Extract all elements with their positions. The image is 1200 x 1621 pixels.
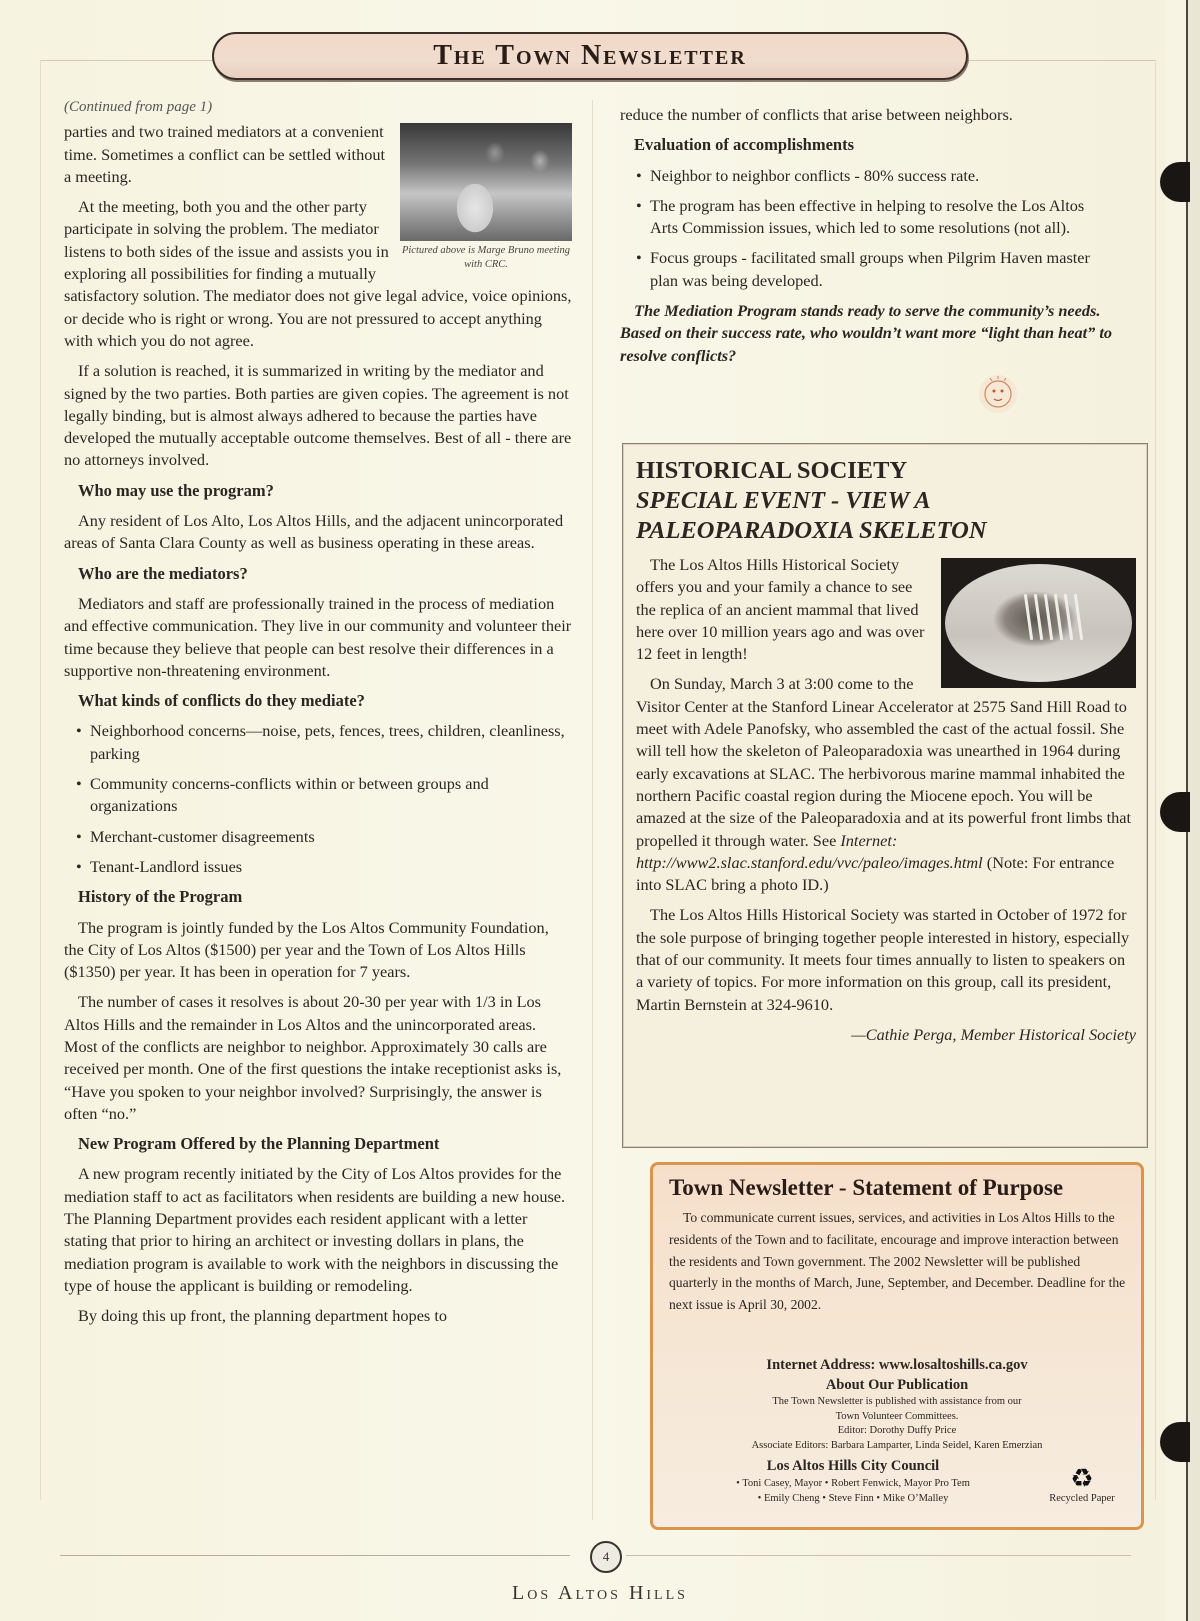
list-item: • Community concerns-conflicts within or between groups and organizations [64,773,572,818]
masthead-title: The Town Newsletter [433,40,747,71]
who-may-use-paragraph: Any resident of Los Alto, Los Altos Hills, and the adjacent unincorporated areas of Santa Clara County as well as business operating in these areas. [64,511,564,553]
left-column [64,96,572,1336]
heading-mediators: Who are the mediators? [78,563,248,583]
continued-note: (Continued from page 1) [64,99,213,115]
recycle-icon: ♻ [1070,1464,1094,1494]
special-event-subtitle: SPECIAL EVENT - VIEW A PALEOPARADOXIA SKELETON [636,487,987,544]
footer-rule [60,1555,570,1556]
intro-paragraph: parties and two trained mediators at a convenient time. Sometimes a conflict can be settled without a meeting. [64,122,386,186]
heading-conflicts: What kinds of conflicts do they mediate? [78,691,365,711]
skeleton-photo [941,558,1136,688]
society-paragraph: The Los Altos Hills Historical Society was started in October of 1972 for the sole purpose of bringing together people interested in history, especially that of our community. It meets four times annually to listen to speakers on a variety of topics. For more information on this group, call its president, Martin Bernstein at 324-9610. [636,905,1130,1014]
continuation-line: reduce the number of conflicts that arise between neighbors. [620,105,1013,124]
list-item: • Tenant-Landlord issues [64,856,572,878]
meeting-paragraph: At the meeting, both you and the other party participate in solving the problem. The mediator listens to both sides of the issue and assists you in exploring all possibilities for finding a mutually satisfactory solution. The mediator does not give legal advice, voice opinions, or decide who is right or wrong. You are not pressured to accept anything with which you do not agree. [64,197,572,350]
list-item: • Focus groups - facilitated small groups when Pilgrim Haven master plan was being developed. [620,247,1115,292]
recycle-label: Recycled Paper [1049,1493,1115,1504]
society-intro-paragraph: The Los Altos Hills Historical Society offers you and your family a chance to see the replica of an ancient mammal that lived here over 10 million years ago and was over 12 feet in length! [636,555,925,664]
list-item: • Merchant-customer disagreements [64,826,572,848]
closing-statement: The Mediation Program stands ready to serve the community’s needs. Based on their success rate, who wouldn’t want more “light than heat” to resolve conflicts? [620,301,1112,365]
new-program-paragraph: A new program recently initiated by the City of Los Altos provides for the mediation staff to act as facilitators when residents are building a new house. The Planning Department provides each resident applicant with a letter stating that prior to hiring an architect or investing dollars in plans, the mediation program is available to work with the neighbors in discussing the type of house the applicant is building or remodeling. [64,1164,566,1295]
footer-rule [626,1555,1131,1556]
about-line: Town Volunteer Committees. [835,1410,959,1422]
history-paragraph-1: The program is jointly funded by the Los Altos Community Foundation, the City of Los Altos ($1500) per year and the Town of Los Altos Hills ($1350) per year. It has been in operation for 7 years. [64,917,549,982]
heading-who-may-use: Who may use the program? [78,480,274,500]
internet-address: Internet Address: www.losaltoshills.ca.gov [766,1357,1028,1373]
list-item: • Neighbor to neighbor conflicts - 80% success rate. [620,165,1115,187]
council-title: Los Altos Hills City Council [766,1458,940,1474]
frame-rule [40,60,220,61]
sun-face-icon [976,372,1020,416]
about-publication-title: About Our Publication [825,1377,969,1393]
historical-society-box [622,443,1148,1148]
upfront-paragraph: By doing this up front, the planning department hopes to [78,1306,447,1326]
associate-editors-line: Associate Editors: Barbara Lamparter, Linda Seidel, Karen Emerzian [751,1439,1043,1451]
city-council-info [653,1457,1053,1506]
masthead-banner [212,32,968,80]
about-line: The Town Newsletter is published with assistance from our [772,1396,1022,1407]
frame-rule [1155,60,1156,1500]
frame-rule [965,60,1155,61]
page-number: 4 [590,1541,622,1573]
meeting-photo-figure [400,123,572,272]
council-members-line: • Emily Cheng • Steve Finn • Mike O’Malley [757,1493,949,1504]
recycled-paper-badge [1037,1465,1127,1504]
conflicts-list [64,720,572,878]
event-paragraph [636,673,1136,896]
entrance-note: (Note: For entrance into SLAC bring a photo ID.) [636,852,1115,895]
solution-paragraph: If a solution is reached, it is summarized in writing by the mediator and signed by the two parties. Both parties are given copies. The agreement is not legally binding, but is almost always adhered to because the parties have developed the mutually acceptable outcome themselves. Best of all - there are no attorneys involved. [64,361,572,470]
list-item: • The program has been effective in helping to resolve the Los Altos Arts Commission issues, which led to some resolutions (not all). [620,195,1115,240]
event-url-link[interactable]: Internet: http://www2.slac.stanford.edu/vvc/paleo/images.html [636,830,983,872]
event-text: On Sunday, March 3 at 3:00 come to the Visitor Center at the Stanford Linear Accelerator at 2575 Sand Hill Road to meet with Adele Panofsky, who assembled the cast of the actual fossil. She will tell how the skeleton of Paleoparadoxia was unearthed in 1964 during early excavations at SLAC. The herbivorous marine mammal inhabited the northern Pacific coastal region during the Miocene epoch. You will be amazed at the size of the Paleoparadoxia and at its powerful front limbs that propelled it through water. See [636,674,1132,850]
heading-history: History of the Program [78,887,243,907]
historical-society-title: HISTORICAL SOCIETY [636,457,908,484]
photo-caption: Pictured above is Marge Bruno meeting with CRC. [401,245,571,271]
publication-info [653,1355,1141,1453]
statement-of-purpose-box [650,1162,1144,1530]
editor-line: Editor: Dorothy Duffy Price [837,1425,957,1436]
meeting-photo [400,123,572,241]
frame-rule [40,60,41,1500]
purpose-title: Town Newsletter - Statement of Purpose [669,1175,1064,1200]
heading-evaluation: Evaluation of accomplishments [634,135,855,155]
right-column [620,104,1115,375]
column-divider [592,100,593,1520]
mediators-paragraph: Mediators and staff are professionally trained in the process of mediation and effective communication. They live in our community and volunteer their time because they believe that people can best resolve their differences in a supportive non-threatening environment. [64,593,572,680]
list-item: • Neighborhood concerns—noise, pets, fences, trees, children, cleanliness, parking [64,720,572,765]
footer-town-name: Los Altos Hills [512,1582,688,1604]
purpose-body: To communicate current issues, services, and activities in Los Altos Hills to the residents of the Town and to facilitate, encourage and improve interaction between the residents and Town government. The 2002 Newsletter will be published quarterly in the months of March, June, September, and December. Deadline for the next issue is April 30, 2002. [669,1210,1126,1313]
evaluation-list [620,165,1115,292]
council-members-line: • Toni Casey, Mayor • Robert Fenwick, Mayor Pro Tem [736,1478,970,1489]
heading-new-program: New Program Offered by the Planning Department [78,1134,440,1154]
article-signature: —Cathie Perga, Member Historical Society [851,1024,1136,1044]
history-paragraph-2: The number of cases it resolves is about 20-30 per year with 1/3 in Los Altos Hills and the remainder in Los Altos and the unincorporated areas. Most of the conflicts are neighbor to neighbor. Approximately 30 calls are received per month. One of the first questions the intake receptionist asks is, “Have you spoken to your neighbor involved? Surprisingly, the answer is often “no.” [64,992,562,1123]
